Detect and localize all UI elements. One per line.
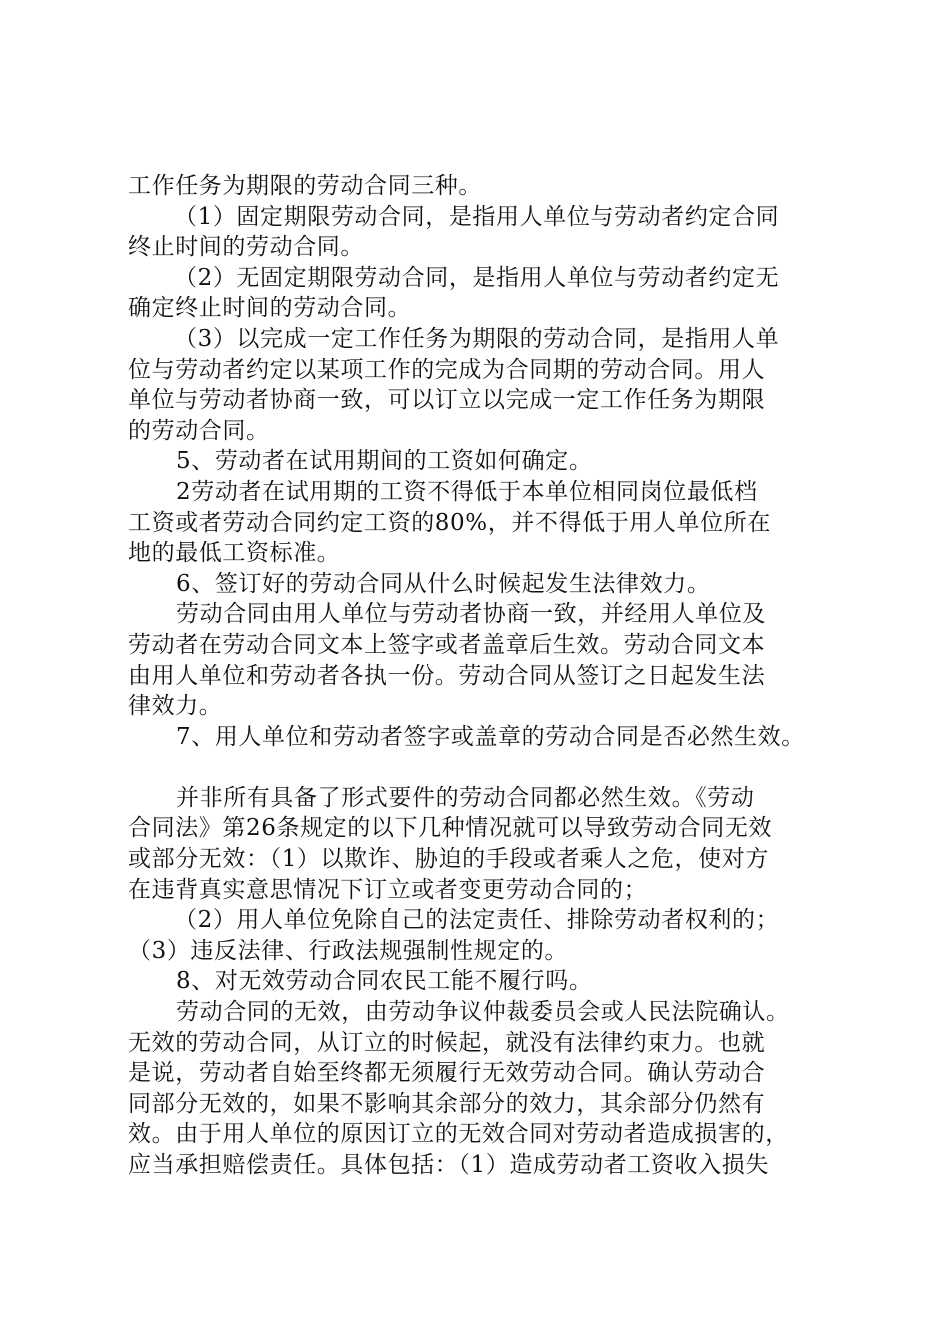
text-line: 工作任务为期限的劳动合同三种。 — [128, 173, 482, 199]
text-line: 应当承担赔偿责任。具体包括：（1）造成劳动者工资收入损失 — [128, 1152, 769, 1178]
text-line: （3）违反法律、行政法规强制性规定的。 — [128, 937, 569, 964]
text-line: 效。由于用人单位的原因订立的无效合同对劳动者造成损害的， — [128, 1121, 789, 1148]
blank-line — [128, 752, 848, 783]
text-line: 劳动者在劳动合同文本上签字或者盖章后生效。劳动合同文本 — [128, 631, 766, 658]
text-line: （1）固定期限劳动合同，是指用人单位与劳动者约定合同 — [174, 203, 780, 230]
text-line: 劳动合同由用人单位与劳动者协商一致，并经用人单位及 — [176, 601, 766, 628]
text-line: 地的最低工资标准。 — [128, 540, 341, 567]
text-line: （2）无固定期限劳动合同，是指用人单位与劳动者约定无 — [174, 264, 780, 291]
text-line: （3）以完成一定工作任务为期限的劳动合同，是指用人单 — [174, 325, 780, 352]
text-line: 2劳动者在试用期的工资不得低于本单位相同岗位最低档 — [176, 478, 758, 505]
text-line: 并非所有具备了形式要件的劳动合同都必然生效。《劳动 — [176, 784, 755, 811]
text-line: 7、用人单位和劳动者签字或盖章的劳动合同是否必然生效。 — [176, 723, 805, 750]
text-line: 合同法》第26条规定的以下几种情况就可以导致劳动合同无效 — [128, 815, 773, 842]
text-line: 终止时间的劳动合同。 — [128, 234, 364, 261]
text-line: 是说，劳动者自始至终都无须履行无效劳动合同。确认劳动合 — [128, 1060, 766, 1087]
text-line: 由用人单位和劳动者各执一份。劳动合同从签订之日起发生法 — [128, 662, 766, 689]
text-line: 无效的劳动合同，从订立的时候起，就没有法律约束力。也就 — [128, 1029, 766, 1056]
text-line: 5、劳动者在试用期间的工资如何确定。 — [176, 448, 593, 475]
text-line: 同部分无效的，如果不影响其余部分的效力，其余部分仍然有 — [128, 1090, 766, 1117]
text-line: 8、对无效劳动合同农民工能不履行吗。 — [176, 968, 593, 995]
text-line: 或部分无效：（1）以欺诈、胁迫的手段或者乘人之危，使对方 — [128, 846, 769, 873]
text-line: （2）用人单位免除自己的法定责任、排除劳动者权利的； — [174, 907, 780, 934]
document-body — [128, 171, 848, 1181]
text-line: 工资或者劳动合同约定工资的80%，并不得低于用人单位所在 — [128, 509, 771, 536]
text-line: 在违背真实意思情况下订立或者变更劳动合同的； — [128, 876, 648, 903]
text-line: 的劳动合同。 — [128, 417, 270, 444]
text-line: 确定终止时间的劳动合同。 — [128, 295, 412, 322]
text-line: 单位与劳动者协商一致，可以订立以完成一定工作任务为期限 — [128, 387, 766, 414]
text-line: 位与劳动者约定以某项工作的完成为合同期的劳动合同。用人 — [128, 356, 766, 383]
text-line: 律效力。 — [128, 693, 223, 720]
text-line: 劳动合同的无效，由劳动争议仲裁委员会或人民法院确认。 — [176, 999, 790, 1026]
text-line: 6、签订好的劳动合同从什么时候起发生法律效力。 — [176, 570, 711, 597]
